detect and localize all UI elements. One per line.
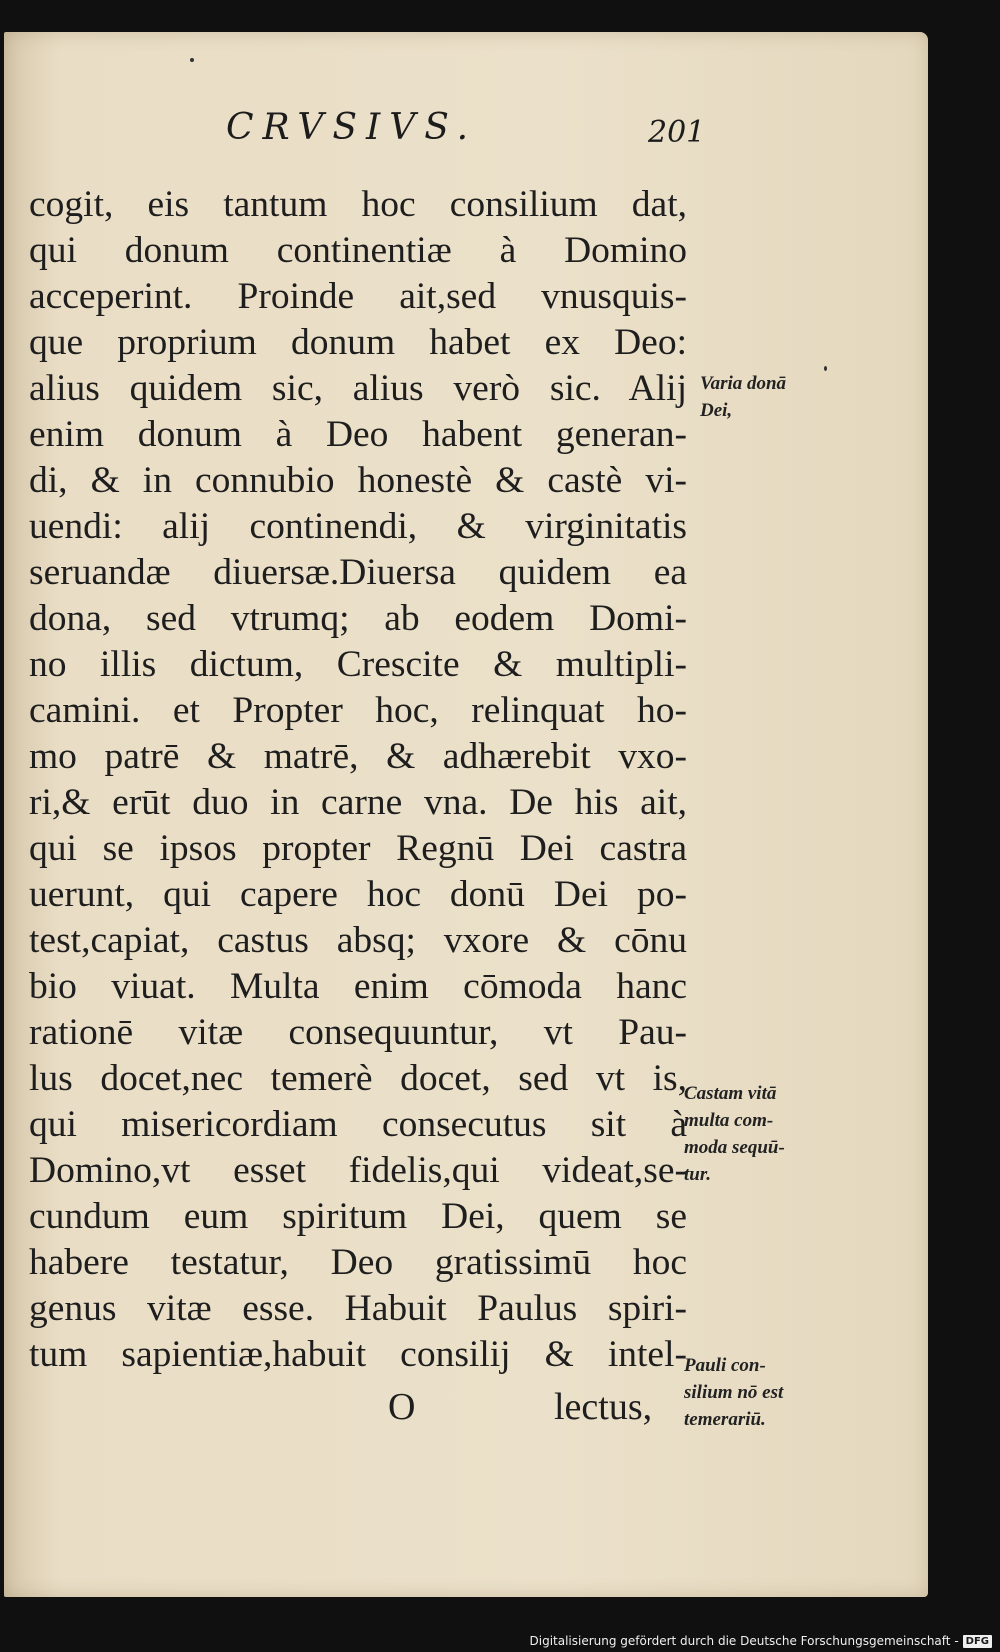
digitization-footer [530, 1634, 993, 1648]
text-line: mo patrē & matrē, & adhærebit vxo- [29, 736, 687, 777]
text-line: qui donum continentiæ à Domino [29, 230, 687, 271]
marginal-line: Varia donā [700, 373, 787, 394]
text-line: qui misericordiam consecutus sit à [29, 1104, 687, 1145]
text-line: rationē vitæ consequuntur, vt Pau- [29, 1012, 687, 1053]
page-header [4, 107, 928, 177]
text-line: ri,& erūt duo in carne vna. De his ait, [29, 782, 687, 823]
running-head: CRVSIVS. [226, 107, 478, 148]
text-line: cogit, eis tantum hoc consilium dat, [29, 184, 687, 225]
text-line: alius quidem sic, alius verò sic. Alij [29, 368, 687, 409]
text-line: cundum eum spiritum Dei, quem se [29, 1196, 687, 1237]
marginal-note-pauli-consilium [684, 1352, 783, 1433]
text-line: uendi: alij continendi, & virginitatis [29, 506, 687, 547]
catchword: lectus, [554, 1386, 653, 1428]
text-line: no illis dictum, Crescite & multipli- [29, 644, 687, 685]
text-line: bio viuat. Multa enim cōmoda hanc [29, 966, 687, 1007]
text-line: dona, sed vtrumq; ab eodem Domi- [29, 598, 687, 639]
text-line: seruandæ diuersæ.Diuersa quidem ea [29, 552, 687, 593]
marginal-line: silium nō est [684, 1382, 784, 1403]
marginal-line: multa com- [684, 1110, 774, 1131]
marginal-note-varia-dona [700, 370, 786, 424]
text-line: habere testatur, Deo gratissimū hoc [29, 1242, 687, 1283]
dfg-badge: DFG [963, 1635, 992, 1648]
text-line: que proprium donum habet ex Deo: [29, 322, 687, 363]
signature-mark: O [388, 1386, 416, 1428]
book-page [4, 32, 928, 1597]
text-line: tum sapientiæ,habuit consilij & intel- [29, 1334, 687, 1375]
marginal-note-castam-vitam [684, 1080, 785, 1188]
text-line: test,capiat, castus absq; vxore & cōnu [29, 920, 687, 961]
marginal-line: moda sequū- [684, 1137, 785, 1158]
ink-speck [190, 58, 194, 62]
text-line: acceperint. Proinde ait,sed vnusquis- [29, 276, 687, 317]
marginal-line: Dei, [700, 400, 733, 421]
page-number: 201 [648, 115, 706, 150]
text-line: lus docet,nec temerè docet, sed vt is, [29, 1058, 687, 1099]
footer-credit: Digitalisierung gefördert durch die Deutsche Forschungsgemeinschaft - [529, 1634, 959, 1648]
ink-speck [824, 366, 827, 371]
text-line: uerunt, qui capere hoc donū Dei po- [29, 874, 687, 915]
text-line: qui se ipsos propter Regnū Dei castra [29, 828, 687, 869]
text-line: enim donum à Deo habent generan- [29, 414, 687, 455]
marginal-line: temerariū. [684, 1409, 766, 1430]
marginal-line: Castam vitā [684, 1083, 777, 1104]
text-line: di, & in connubio honestè & castè vi- [29, 460, 687, 501]
main-text-block [22, 182, 687, 1378]
text-line: genus vitæ esse. Habuit Paulus spiri- [29, 1288, 687, 1329]
text-line: camini. et Propter hoc, relinquat ho- [29, 690, 687, 731]
marginal-line: tur. [684, 1164, 711, 1185]
marginal-line: Pauli con- [684, 1355, 766, 1376]
text-line: Domino,vt esset fidelis,qui videat,se- [29, 1150, 687, 1191]
